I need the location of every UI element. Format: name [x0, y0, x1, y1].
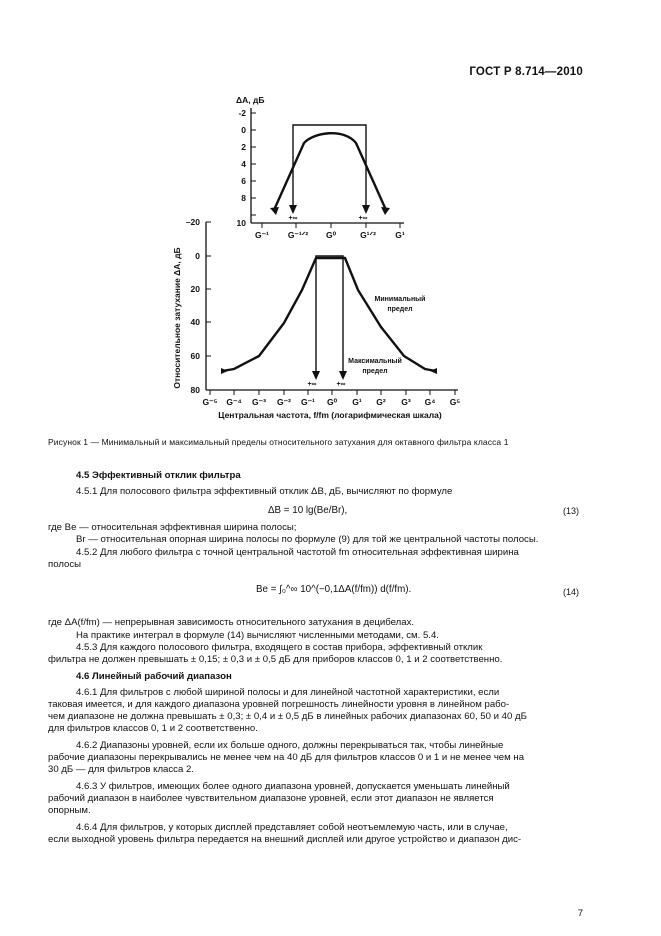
main-y-axis-label: Относительное затухание ΔA, дБ — [172, 247, 182, 389]
paragraph-4-6-1-line4: для фильтров классов 0, 1 и 2 соответственно. — [48, 723, 258, 734]
paragraph-4-6-2-line1: 4.6.2 Диапазоны уровней, если их больше одного, должны перекрываться так, чтобы линейные — [76, 740, 504, 751]
section-4-6-title: 4.6 Линейный рабочий диапазон — [76, 671, 232, 682]
top-arrow-right-inner — [362, 205, 370, 214]
practice-note: На практике интеграл в формуле (14) вычисляют численными методами, см. 5.4. — [76, 630, 439, 641]
paragraph-4-6-1-line3: чем диапазоне не должна превышать ± 0,3; ± 0,4 и ± 0,5 дБ в линейных рабочих диапазонах 60, 50 и 40 дБ — [48, 711, 527, 722]
top-y-tick-label: 8 — [241, 193, 246, 203]
figure-caption: Рисунок 1 — Минимальный и максимальный пределы относительного затухания для октавного фильтра класса 1 — [48, 437, 509, 447]
paragraph-4-6-4-line1: 4.6.4 Для фильтров, у которых дисплей представляет собой неотъемлемую часть, или в случае, — [76, 822, 508, 833]
main-arrow-right — [339, 371, 347, 380]
main-infinity-right: +∞ — [336, 381, 346, 388]
main-x-tick-label: G⁰ — [326, 397, 338, 407]
formula-14-number: (14) — [562, 587, 579, 597]
main-arrow-left — [312, 371, 320, 380]
main-y-tick-label: 0 — [195, 251, 200, 261]
main-x-tick-label: G⁻² — [277, 397, 291, 407]
main-x-tick-label: G² — [376, 397, 386, 407]
where-da: где ΔA(f/fm) — непрерывная зависимость относительного затухания в децибелах. — [48, 617, 415, 628]
top-x-tick-label: G⁻¹ — [255, 230, 269, 240]
where-br: Br — относительная опорная ширина полосы по формуле (9) для той же центральной частоты полосы. — [76, 534, 539, 545]
paragraph-4-5-3-line2: фильтра не должен превышать ± 0,15; ± 0,3 и ± 0,5 дБ для приборов классов 0, 1 и 2 соответственно. — [48, 654, 503, 665]
top-x-tick-label: G⁰ — [325, 230, 337, 240]
main-x-tick-label: G³ — [401, 397, 411, 407]
top-y-tick-label: 6 — [241, 176, 246, 186]
main-left-tail-marker — [221, 368, 228, 374]
formula-14: Be = ∫₀^∞ 10^(−0,1ΔA(f/fm)) d(f/fm). — [256, 584, 412, 595]
top-infinity-right: +∞ — [358, 215, 368, 222]
paragraph-4-5-3-line1: 4.5.3 Для каждого полосового фильтра, входящего в состав прибора, эффективный отклик — [76, 642, 483, 653]
max-limit-label-line2: предел — [362, 368, 388, 375]
main-x-tick-label: G⁻³ — [252, 397, 266, 407]
main-x-ticks — [202, 390, 460, 407]
main-x-tick-label: G⁴ — [424, 397, 436, 407]
paragraph-4-5-2-line1: 4.5.2 Для любого фильтра с точной центральной частотой fm относительная эффективная ширина — [76, 547, 519, 558]
main-x-tick-label: G⁻¹ — [301, 397, 315, 407]
main-y-tick-label: 60 — [190, 351, 200, 361]
main-y-tick-label: 80 — [190, 385, 200, 395]
top-x-tick-label: G⁻¹ᐟ² — [287, 230, 309, 240]
min-limit-label-line1: Минимальный — [374, 296, 426, 303]
where-be: где Be — относительная эффективная ширина полосы; — [48, 522, 297, 533]
top-y-tick-label: 0 — [241, 125, 246, 135]
section-4-5-title: 4.5 Эффективный отклик фильтра — [76, 470, 241, 481]
top-x-tick-label: G¹ᐟ² — [360, 230, 376, 240]
top-y-tick-label: 2 — [241, 142, 246, 152]
top-arrow-right — [381, 207, 390, 215]
top-y-ticks — [237, 108, 256, 228]
top-arrow-left-inner — [289, 205, 297, 214]
top-y-tick-label: -2 — [238, 108, 246, 118]
formula-13: ΔB = 10 lg(Be/Br), — [268, 505, 348, 516]
top-x-ticks — [255, 223, 405, 240]
paragraph-4-6-1-line1: 4.6.1 Для фильтров с любой шириной полосы и для линейной частотной характеристики, если — [76, 687, 500, 698]
paragraph-4-6-4-line2: если выходной уровень фильтра передается на внешний дисплей или другое устройство и диапазон дис- — [48, 834, 522, 845]
paragraph-4-6-1-line2: таковая имеется, и для каждого диапазона уровней погрешность линейности уровня в линейном рабо- — [48, 699, 510, 710]
main-y-ticks — [186, 217, 211, 395]
attenuation-figure — [0, 0, 661, 436]
main-min-limit-curve — [222, 258, 436, 371]
paragraph-4-6-2-line3: 30 дБ — для фильтров класса 2. — [48, 764, 194, 775]
document-header: ГОСТ Р 8.714—2010 — [469, 66, 583, 78]
main-x-tick-label: G⁻⁴ — [226, 397, 242, 407]
top-min-limit-curve — [274, 133, 386, 210]
paragraph-4-6-2-line2: рабочие диапазоны перекрывались не менее чем на 40 дБ для фильтров классов 0 и 1 и не менее чем на — [48, 752, 525, 763]
paragraph-4-6-3-line1: 4.6.3 У фильтров, имеющих более одного диапазона уровней, допускается уменьшать линейный — [76, 781, 510, 792]
main-x-tick-label: G⁵ — [449, 397, 461, 407]
top-y-tick-label: 10 — [236, 218, 246, 228]
paragraph-4-5-2-line2: полосы — [48, 559, 82, 570]
paragraph-4-6-3-line2: рабочий диапазон в наиболее чувствительном диапазоне уровней, если этот диапазон не является — [48, 793, 494, 804]
top-x-tick-label: G¹ — [395, 230, 405, 240]
paragraph-4-6-3-line3: опорным. — [48, 805, 91, 816]
top-arrow-left — [270, 207, 279, 215]
main-y-tick-label: 40 — [190, 317, 200, 327]
main-y-tick-label: 20 — [190, 284, 200, 294]
main-infinity-left: +∞ — [307, 381, 317, 388]
formula-13-number: (13) — [562, 506, 579, 516]
top-max-limit-curve — [293, 125, 366, 210]
min-limit-label-line2: предел — [387, 306, 413, 313]
top-y-tick-label: 4 — [241, 159, 246, 169]
main-max-limit-curve — [316, 256, 343, 376]
page-number: 7 — [577, 908, 583, 919]
max-limit-label-line1: Максимальный — [348, 358, 402, 365]
top-axis-label: ΔA, дБ — [236, 95, 265, 105]
main-x-tick-label: G⁻⁵ — [202, 397, 218, 407]
main-x-axis-label: Центральная частота, f/fm (логарифмическая шкала) — [218, 410, 442, 420]
top-infinity-left: +∞ — [288, 215, 298, 222]
main-y-tick-label: –20 — [185, 217, 200, 227]
paragraph-4-5-1: 4.5.1 Для полосового фильтра эффективный отклик ΔB, дБ, вычисляют по формуле — [76, 486, 453, 497]
main-x-tick-label: G¹ — [352, 397, 362, 407]
